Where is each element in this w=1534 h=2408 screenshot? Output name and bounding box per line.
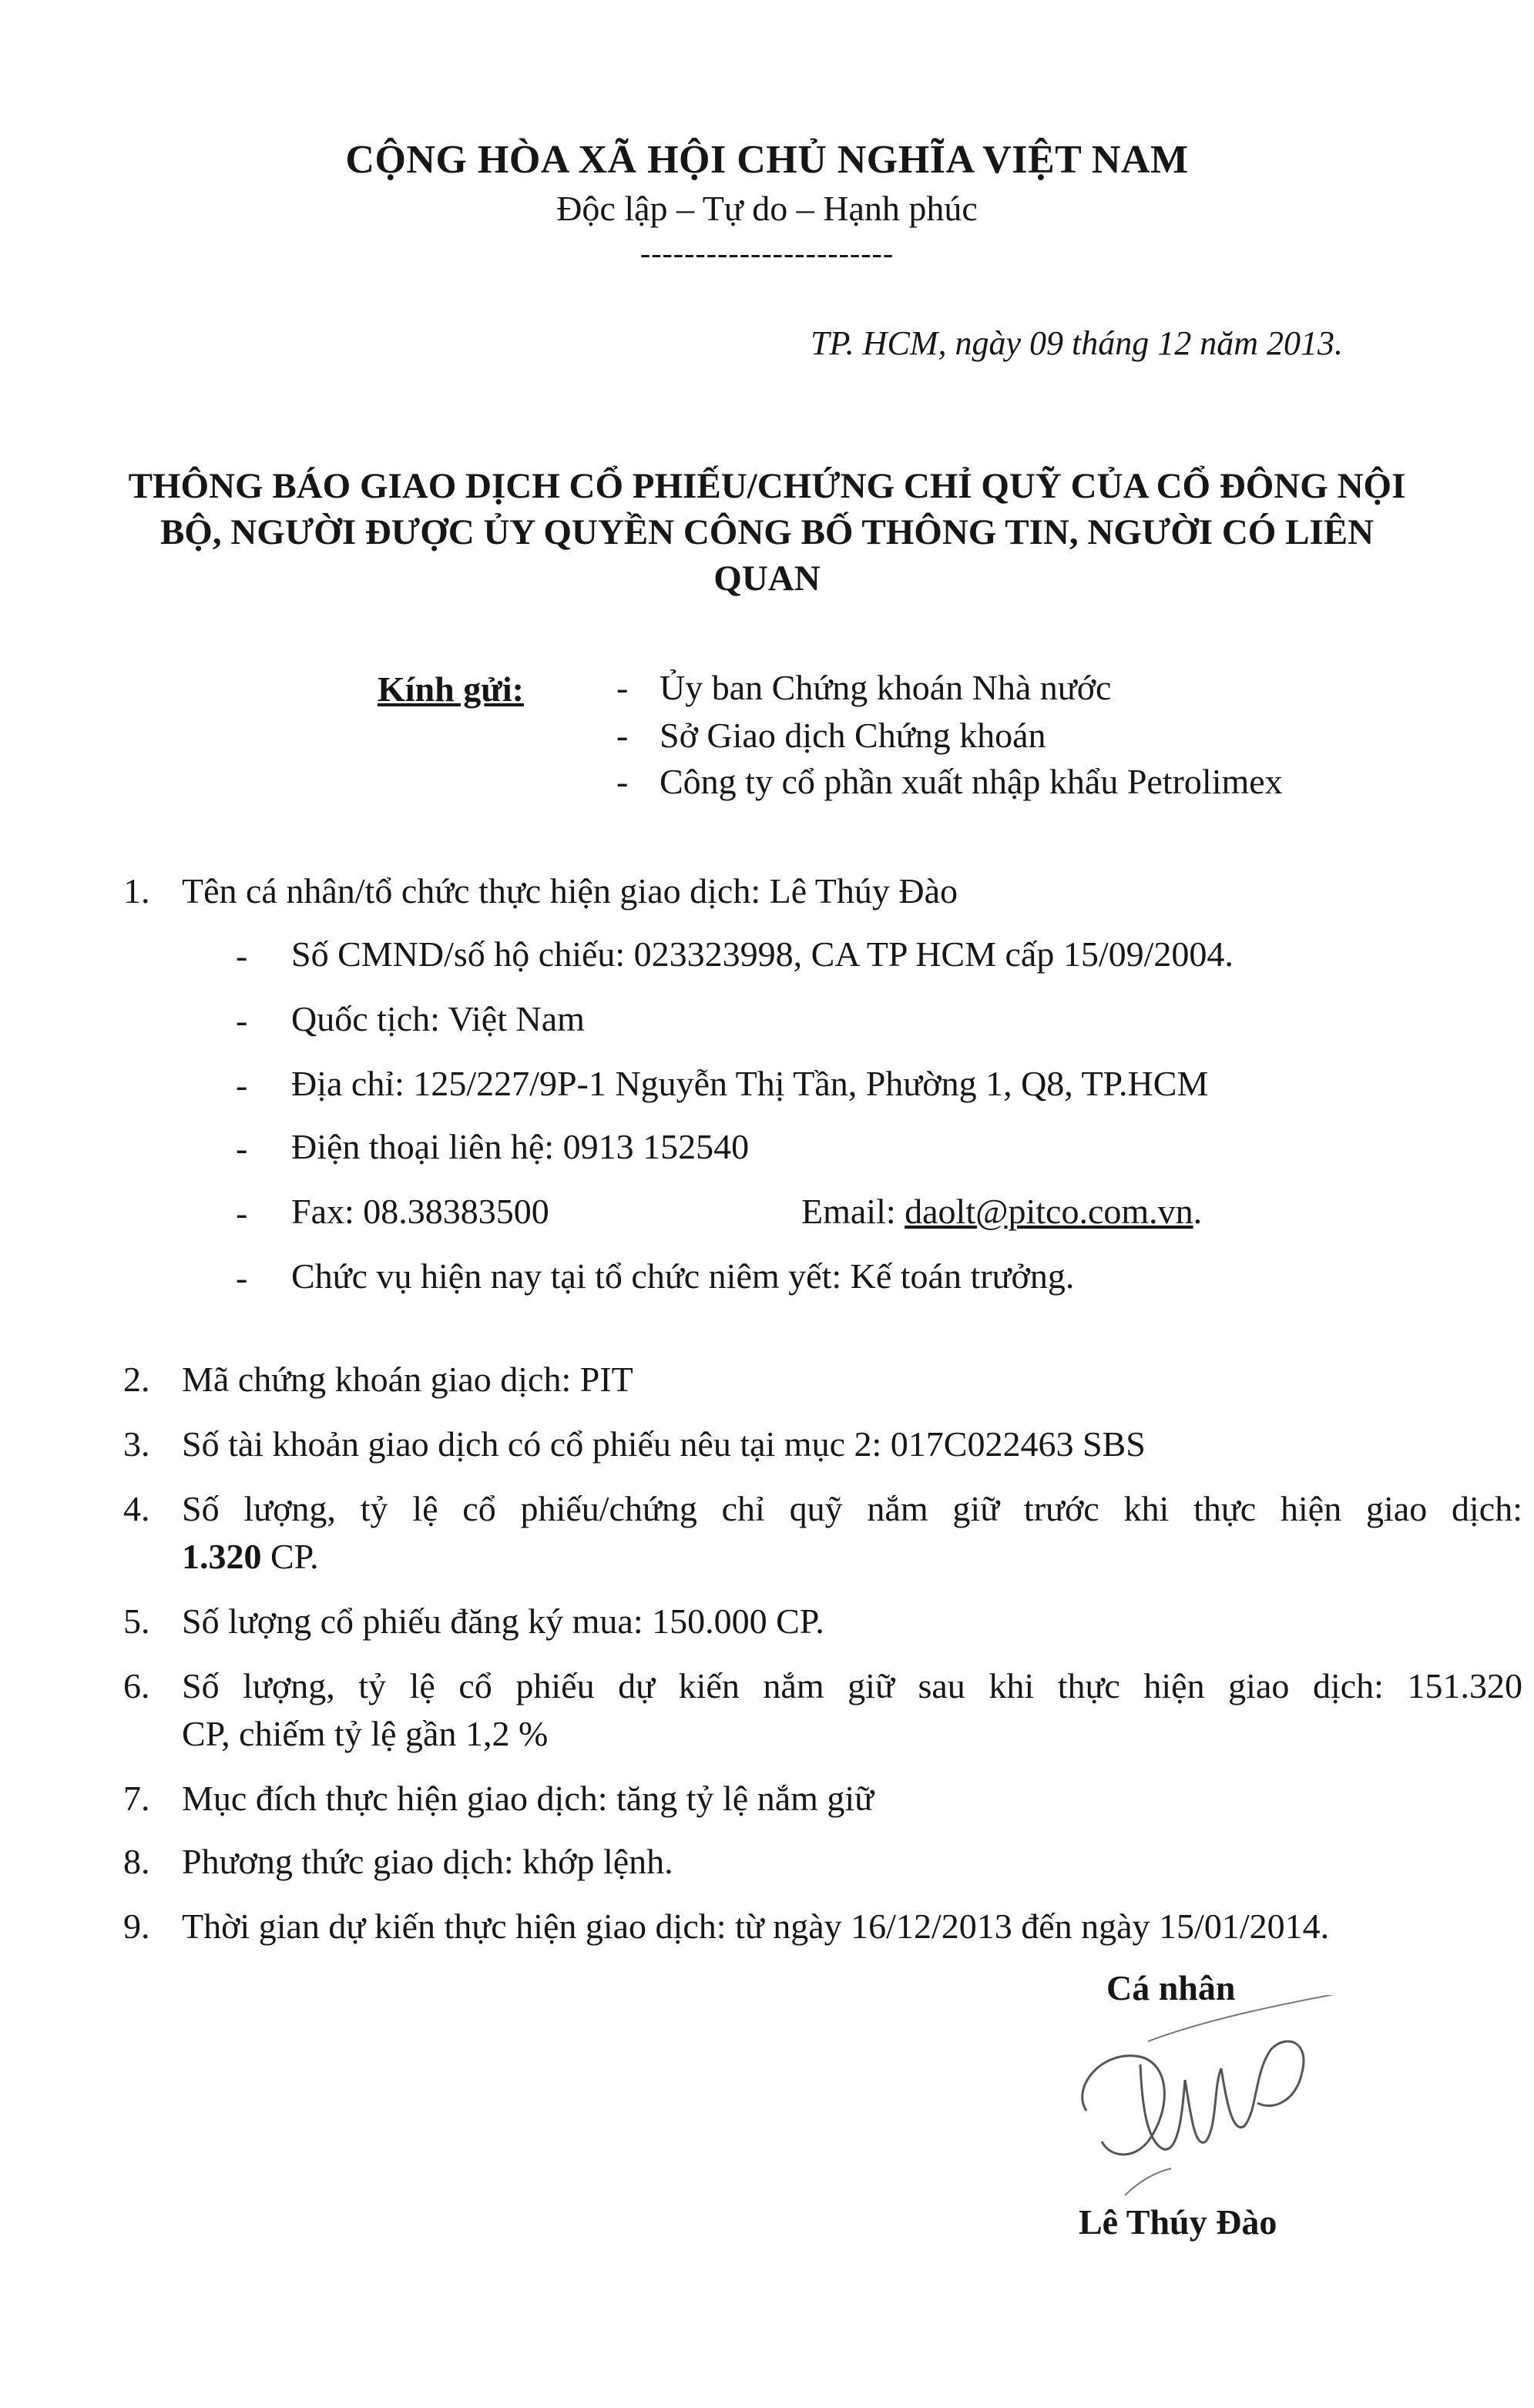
bullet-dash: - xyxy=(616,668,629,707)
recipient-item xyxy=(616,761,1283,802)
item-number: 3. xyxy=(123,1424,150,1464)
document-title-line-3: QUAN xyxy=(713,558,821,599)
date-line: TP. HCM, ngày 09 tháng 12 năm 2013. xyxy=(811,324,1343,362)
document-title-line-2: BỘ, NGƯỜI ĐƯỢC ỦY QUYỀN CÔNG BỐ THÔNG TIN, NGƯỜI CÓ LIÊN xyxy=(159,512,1375,552)
bullet-dash: - xyxy=(236,1258,248,1297)
email-line xyxy=(801,1191,1202,1232)
bullet-dash: - xyxy=(236,1001,248,1040)
bullet-dash: - xyxy=(236,1065,248,1105)
document-title-line-1: THÔNG BÁO GIAO DỊCH CỔ PHIẾU/CHỨNG CHỈ QUỸ CỦA CỔ ĐÔNG NỘI xyxy=(128,466,1406,506)
bullet-dash: - xyxy=(236,936,248,975)
recipient-text: Công ty cổ phần xuất nhập khẩu Petrolimex xyxy=(660,762,1283,801)
recipient-text: Sở Giao dịch Chứng khoán xyxy=(660,716,1046,755)
email-link[interactable]: daolt@pitco.com.vn xyxy=(905,1192,1193,1231)
address-line: Địa chỉ: 125/227/9P-1 Nguyễn Thị Tần, Phường 1, Q8, TP.HCM xyxy=(291,1064,1209,1103)
item-number: 1. xyxy=(123,871,150,911)
recipients-label: Kính gửi: xyxy=(378,669,524,709)
item-number: 8. xyxy=(123,1842,150,1881)
email-label: Email: xyxy=(801,1192,896,1231)
id-card-line: Số CMND/số hộ chiếu: 023323998, CA TP HCM cấp 15/09/2004. xyxy=(291,934,1234,974)
national-motto: Độc lập – Tự do – Hạnh phúc xyxy=(556,189,978,228)
item-number: 4. xyxy=(123,1489,150,1528)
bullet-dash: - xyxy=(236,1129,248,1168)
item-number: 9. xyxy=(123,1907,150,1946)
position-line: Chức vụ hiện nay tại tổ chức niêm yết: Kế toán trưởng. xyxy=(291,1256,1075,1296)
holding-before-unit: CP. xyxy=(261,1537,319,1576)
item-6-text-line-2: CP, chiếm tỷ lệ gần 1,2 % xyxy=(182,1714,549,1753)
item-4-text-line-1: Số lượng, tỷ lệ cổ phiếu/chứng chỉ quỹ nắm giữ trước khi thực hiện giao dịch: xyxy=(182,1489,1522,1528)
item-number: 5. xyxy=(123,1601,150,1641)
email-period: . xyxy=(1193,1192,1203,1231)
item-2-text: Mã chứng khoán giao dịch: PIT xyxy=(182,1360,633,1399)
signature-title: Cá nhân xyxy=(1106,1968,1236,2007)
item-number: 7. xyxy=(123,1779,150,1818)
header-separator: ----------------------- xyxy=(639,236,895,270)
recipient-text: Ủy ban Chứng khoán Nhà nước xyxy=(660,668,1112,707)
recipient-item xyxy=(616,715,1046,756)
phone-line: Điện thoại liên hệ: 0913 152540 xyxy=(291,1127,750,1166)
signatory-name: Lê Thúy Đào xyxy=(1079,2202,1277,2242)
holding-before-value: 1.320 xyxy=(182,1537,262,1576)
item-number: 6. xyxy=(123,1666,150,1705)
item-number: 2. xyxy=(123,1360,150,1399)
handwritten-signature xyxy=(1056,1995,1379,2203)
nationality-line: Quốc tịch: Việt Nam xyxy=(291,999,585,1038)
item-8-text: Phương thức giao dịch: khớp lệnh. xyxy=(182,1842,673,1881)
fax-line: Fax: 08.38383500 xyxy=(291,1192,549,1231)
bullet-dash: - xyxy=(616,762,629,801)
item-6-text-line-1: Số lượng, tỷ lệ cổ phiếu dự kiến nắm giữ sau khi thực hiện giao dịch: 151.320 xyxy=(182,1666,1522,1705)
national-title: CỘNG HÒA XÃ HỘI CHỦ NGHĨA VIỆT NAM xyxy=(345,138,1189,182)
item-1-text: Tên cá nhân/tổ chức thực hiện giao dịch: Lê Thúy Đào xyxy=(182,871,958,911)
bullet-dash: - xyxy=(616,716,629,755)
item-7-text: Mục đích thực hiện giao dịch: tăng tỷ lệ nắm giữ xyxy=(182,1779,874,1818)
recipient-item xyxy=(616,667,1111,708)
item-5-text: Số lượng cổ phiếu đăng ký mua: 150.000 CP. xyxy=(182,1601,824,1641)
bullet-dash: - xyxy=(236,1193,248,1233)
item-3-text: Số tài khoản giao dịch có cổ phiếu nêu tại mục 2: 017C022463 SBS xyxy=(182,1424,1146,1464)
item-4-text-line-2 xyxy=(182,1536,319,1577)
item-9-text: Thời gian dự kiến thực hiện giao dịch: từ ngày 16/12/2013 đến ngày 15/01/2014. xyxy=(182,1907,1330,1946)
